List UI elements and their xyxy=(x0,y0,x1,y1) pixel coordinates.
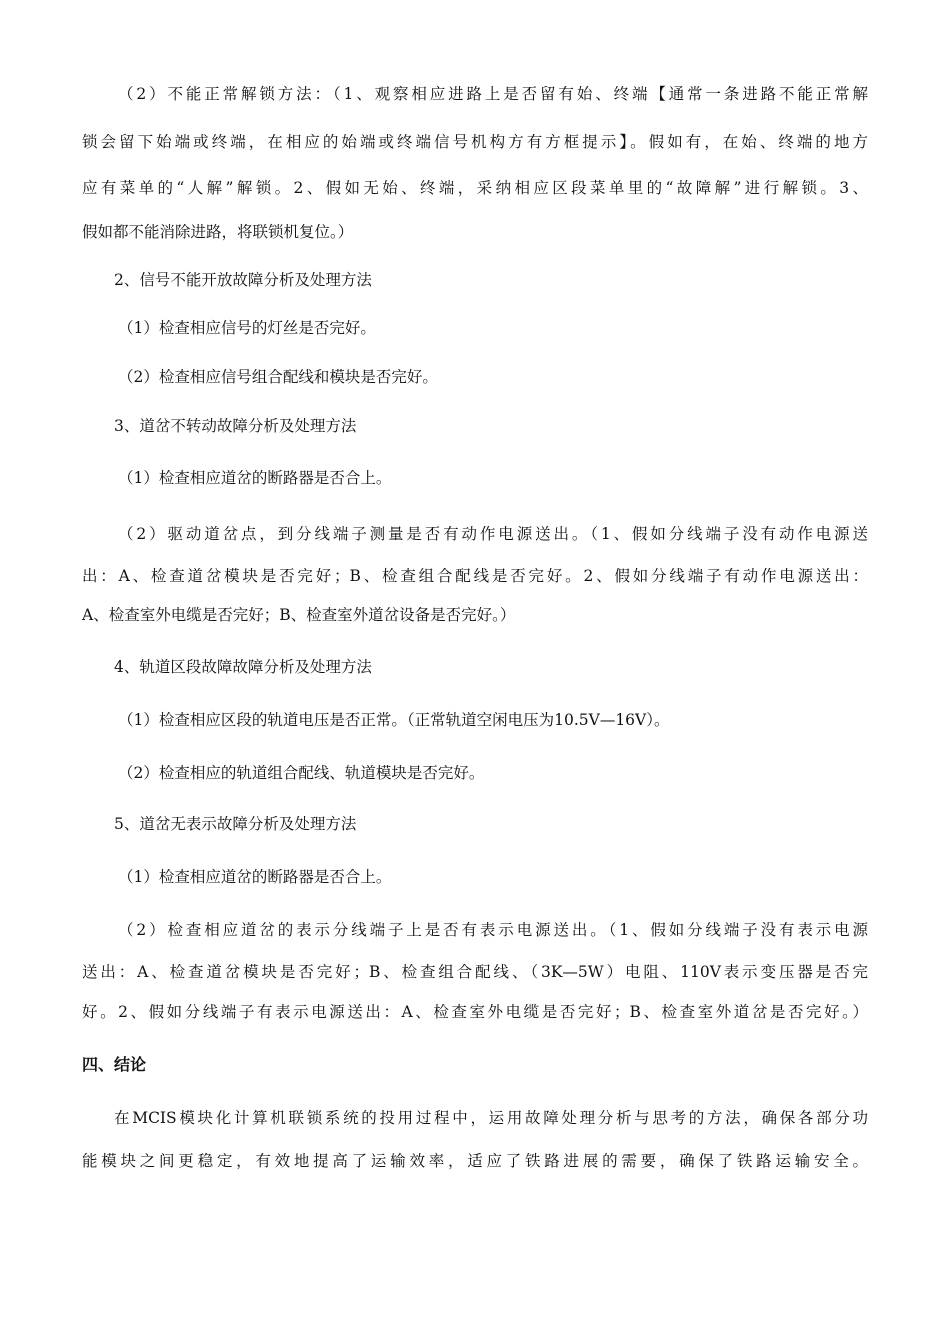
text-line: （2）检查相应信号组合配线和模块是否完好。 xyxy=(118,368,438,386)
section-heading: 3、道岔不转动故障分析及处理方法 xyxy=(114,417,357,435)
section-heading: 4、轨道区段故障故障分析及处理方法 xyxy=(114,658,372,676)
text-line: （2）驱动道岔点，到分线端子测量是否有动作电源送出。（1、假如分线端子没有动作电源送 xyxy=(118,525,868,543)
text-line: 送出：A、检查道岔模块是否完好；B、检查组合配线、（3K—5W）电阻、110V表示变压器是否完 xyxy=(82,963,868,981)
text-line: （2）不能正常解锁方法：（1、观察相应进路上是否留有始、终端【通常一条进路不能正常解 xyxy=(118,85,868,103)
text-line: （1）检查相应区段的轨道电压是否正常。（正常轨道空闲电压为10.5V—16V）。 xyxy=(118,711,670,729)
text-line: 假如都不能消除进路，将联锁机复位。） xyxy=(82,223,354,241)
section-heading: 5、道岔无表示故障分析及处理方法 xyxy=(114,815,357,833)
text-line: （1）检查相应信号的灯丝是否完好。 xyxy=(118,319,376,337)
text-line: 在MCIS模块化计算机联锁系统的投用过程中，运用故障处理分析与思考的方法，确保各部分功 xyxy=(114,1109,868,1127)
section-heading: 2、信号不能开放故障分析及处理方法 xyxy=(114,271,372,289)
text-line: 锁会留下始端或终端，在相应的始端或终端信号机构方有方框提示】。假如有，在始、终端的地方 xyxy=(82,133,868,151)
text-line: （2）检查相应的轨道组合配线、轨道模块是否完好。 xyxy=(118,764,485,782)
text-line: （2）检查相应道岔的表示分线端子上是否有表示电源送出。（1、假如分线端子没有表示电源 xyxy=(118,921,868,939)
text-line: （1）检查相应道岔的断路器是否合上。 xyxy=(118,868,392,886)
text-line: （1）检查相应道岔的断路器是否合上。 xyxy=(118,469,392,487)
conclusion-heading: 四、结论 xyxy=(82,1055,147,1074)
text-line: 好。2、假如分线端子有表示电源送出：A、检查室外电缆是否完好；B、检查室外道岔是否完好。） xyxy=(82,1003,868,1021)
text-line: 能模块之间更稳定，有效地提高了运输效率，适应了铁路进展的需要，确保了铁路运输安全。 xyxy=(82,1152,868,1170)
text-line: 应有菜单的“人解”解锁。2、假如无始、终端，采纳相应区段菜单里的“故障解”进行解锁。3、 xyxy=(82,179,868,197)
text-line: 出：A、检查道岔模块是否完好；B、检查组合配线是否完好。2、假如分线端子有动作电源送出： xyxy=(82,567,868,585)
text-line: A、检查室外电缆是否完好；B、检查室外道岔设备是否完好。） xyxy=(82,606,516,624)
